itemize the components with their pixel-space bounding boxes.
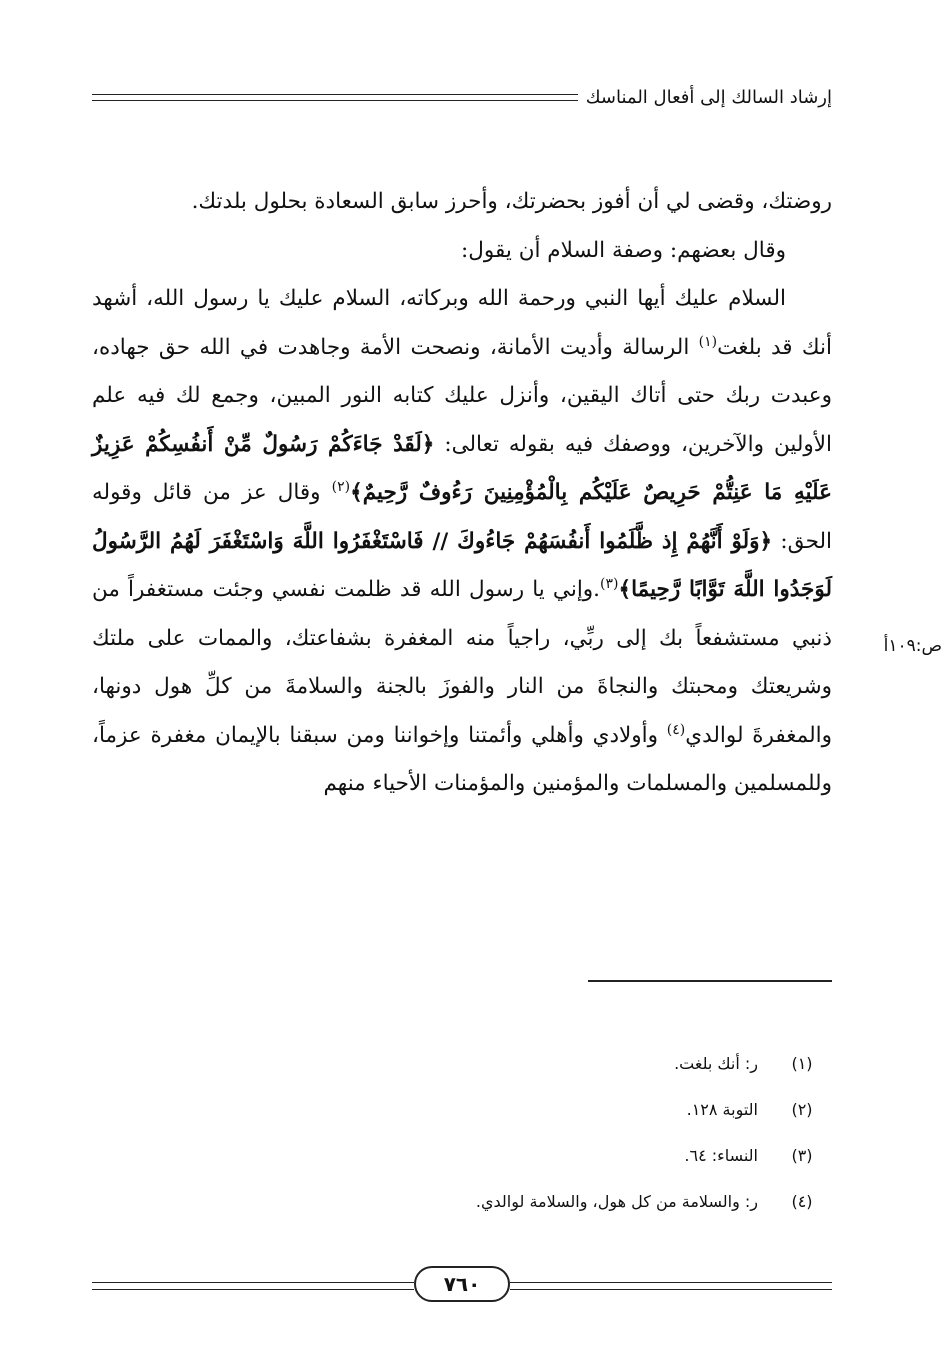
book-title: إرشاد السالك إلى أفعال المناسك [585,86,832,108]
text-segment: الرسالة وأديت الأمانة، ونصحت الأمة وجاهدت في الله حق جهاده، وعبدت ربك حتى أتاك اليقين، وأنزل عليك كتابه النور المبين، وجمع لك فيه علم الأولين والآخرين، ووصفك فيه بقوله تعالى: [92,334,832,457]
text-segment: وقال عز من قائل وقوله الحق: [92,480,832,554]
quran-verse-2: ﴿وَلَوْ أَنَّهُمْ إِذ ظَّلَمُوا أَنفُسَهُمْ جَاءُوكَ // فَاسْتَغْفَرُوا اللَّهَ وَاسْتَغْفَرَ لَهُمُ الرَّسُولُ لَوَجَدُوا اللَّهَ تَوَّابًا رَّحِيمًا﴾ [92,528,832,602]
footer-rule-left [92,1282,414,1290]
footnote-text: ر: والسلامة من كل هول، والسلامة لوالدي. [475,1191,758,1211]
footnote-item [300,1178,832,1224]
footnote-marker-1: (١) [698,333,718,350]
running-header [92,82,832,112]
footnote-text: التوبة ١٢٨. [686,1099,758,1119]
paragraph-1: روضتك، وقضى لي أن أفوز بحضرتك، وأحرز سابق السعادة بحلول بلدتك. [191,189,832,214]
footnote-item [300,1086,832,1132]
footnote-text: ر: أنك بلغت. [674,1053,758,1073]
paragraph-2: وقال بعضهم: وصفة السلام أن يقول: [461,237,786,263]
quran-verse-1: ﴿لَقَدْ جَاءَكُمْ رَسُولٌ مِّنْ أَنفُسِكُمْ عَزِيزٌ عَلَيْهِ مَا عَنِتُّمْ حَرِيصٌ عَلَيْكُم بِالْمُؤْمِنِينَ رَءُوفٌ رَّحِيمٌ﴾ [92,431,832,505]
footnote-item [300,1040,832,1086]
footnotes [300,1040,832,1224]
footnote-number: (٤) [791,1191,813,1211]
footnote-number: (١) [791,1053,813,1073]
footnote-marker-4: (٤) [666,721,686,738]
footnote-marker-2: (٢) [331,478,351,495]
page-footer [92,1266,832,1306]
footnote-text: النساء: ٦٤. [684,1145,758,1165]
footnote-number: (٢) [791,1099,813,1119]
header-rule [92,94,578,101]
text-segment: .وإني يا رسول الله قد ظلمت نفسي وجئت مستغفراً من ذنبي مستشفعاً بك إلى ربِّي، راجياً منه المغفرة بشفاعتك، والممات على ملتك وشريعتك ومحبتك والنجاةَ من النار والفوزَ بالجنة والسلامةَ من كلِّ هول دونها، والمغفرةَ لوالدي [92,577,832,748]
manuscript-folio-note: ص:١٠٩أ [883,636,942,656]
footer-rule-right [510,1282,832,1290]
footnote-item [300,1132,832,1178]
footnote-marker-3: (٣) [600,575,619,592]
footnote-separator [588,980,832,982]
text-segment: وأولادي وأهلي وأئمتنا وإخواننا ومن سبقنا بالإيمان مغفرة عزماً، وللمسلمين والمسلمات والمؤمنين والمؤمنات الأحياء منهم [92,722,832,796]
page-number: ٧٦٠ [414,1266,510,1302]
text-segment: السلام عليك أيها النبي ورحمة الله وبركاته، السلام عليك يا رسول الله، أشهد أنك قد بلغت [92,286,832,360]
paragraph-3 [92,275,832,809]
main-text [92,178,832,809]
footnote-number: (٣) [791,1145,813,1165]
